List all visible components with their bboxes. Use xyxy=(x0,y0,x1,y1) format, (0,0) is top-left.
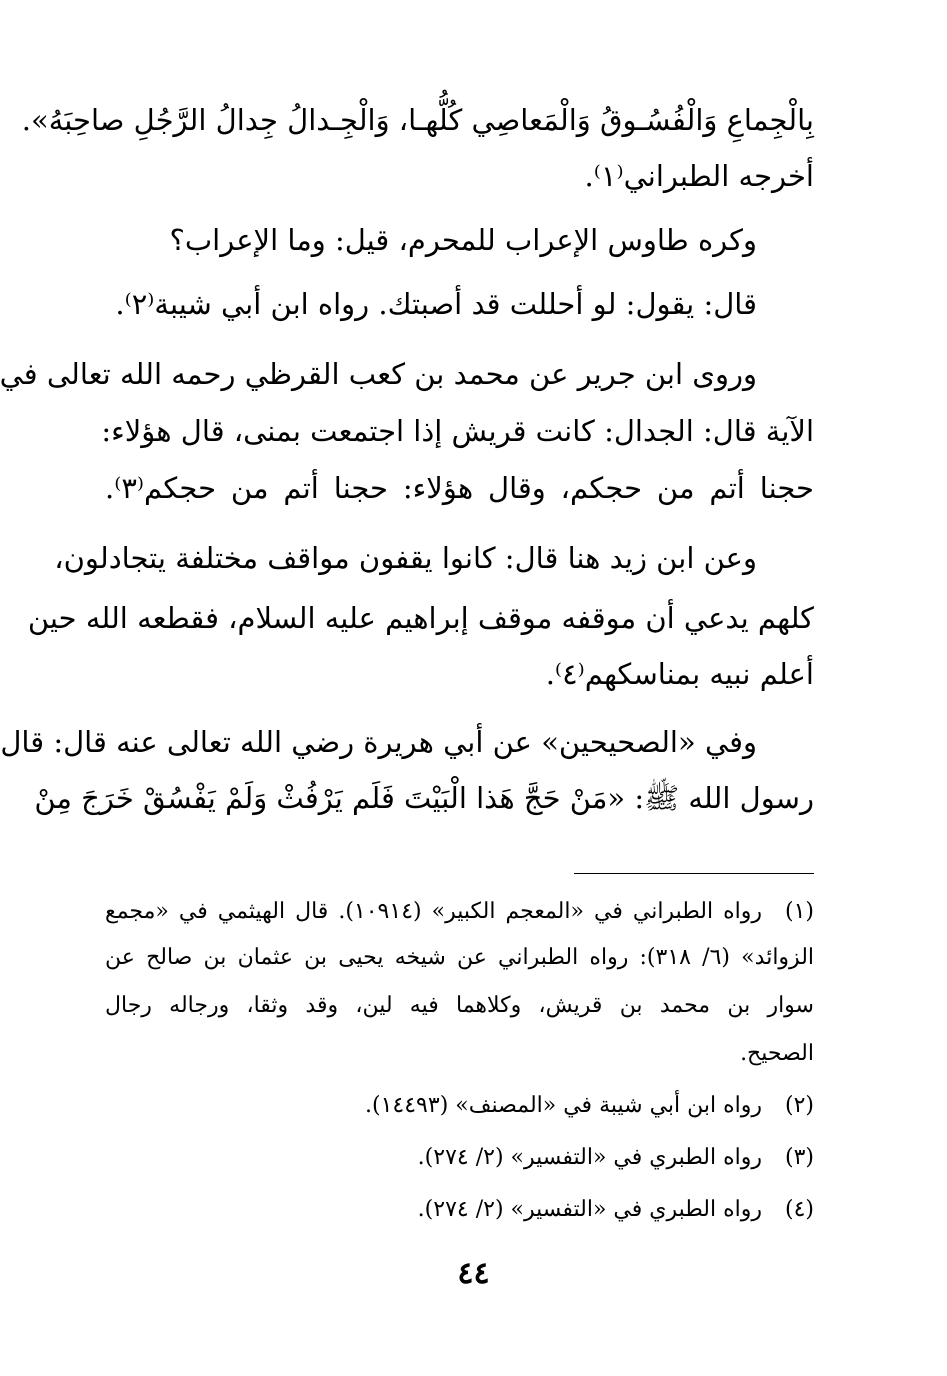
footnote-line: رواه ابن أبي شيبة في «المصنف» (١٤٤٩٣). xyxy=(365,1093,762,1118)
body-line: حجنا أتم من حجكم، وقال هؤلاء: حجنا أتم من حجكم⁽٣⁾. xyxy=(105,471,814,505)
footnote-line: الصحيح. xyxy=(740,1041,814,1066)
body-line: وكره طاوس الإعراب للمحرم، قيل: وما الإعراب؟ xyxy=(169,223,757,257)
page-number: ٤٤ xyxy=(457,1256,490,1291)
body-line: وعن ابن زيد هنا قال: كانوا يقفون مواقف مختلفة يتجادلون، xyxy=(54,541,757,575)
footnote-line: سوار بن محمد بن قريش، وكلاهما فيه لين، وقد وثقا، ورجاله رجال xyxy=(105,993,814,1018)
body-line: بِالْجِماعِ وَالْفُسُـوقُ وَالْمَعاصِي كُلُّهـا، وَالْجِـدالُ جِدالُ الرَّجُلِ صاحِبَهُ». xyxy=(21,103,814,137)
footnote-number: (٢) xyxy=(784,1093,814,1118)
footnote-separator xyxy=(574,873,814,874)
footnote-line: الزوائد» (٦/ ٣١٨): رواه الطبراني عن شيخه يحيى بن عثمان بن صالح عن xyxy=(105,945,815,970)
footnote-line: رواه الطبراني في «المعجم الكبير» (١٠٩١٤). قال الهيثمي في «مجمع xyxy=(105,899,762,924)
body-line: وفي «الصحيحين» عن أبي هريرة رضي الله تعالى عنه قال: قال xyxy=(0,725,757,759)
body-line: الآية قال: الجدال: كانت قريش إذا اجتمعت بمنى، قال هؤلاء: xyxy=(101,414,814,448)
footnote-line: رواه الطبري في «التفسير» (٢/ ٢٧٤). xyxy=(417,1145,762,1170)
body-line: قال: يقول: لو أحللت قد أصبتك. رواه ابن أبي شيبة⁽٢⁾. xyxy=(115,287,757,321)
footnote-number: (٤) xyxy=(784,1197,814,1222)
body-line: كلهم يدعي أن موقفه موقف إبراهيم عليه السلام، فقطعه الله حين xyxy=(27,601,814,635)
body-line: أعلم نبيه بمناسكهم⁽٤⁾. xyxy=(545,657,814,691)
body-line: وروى ابن جرير عن محمد بن كعب القرظي رحمه الله تعالى في xyxy=(0,357,757,391)
body-line: رسول الله ﷺ: «مَنْ حَجَّ هَذا الْبَيْتَ فَلَم يَرْفُثْ وَلَمْ يَفْسُقْ خَرَجَ مِنْ xyxy=(34,781,814,815)
footnote-number: (٣) xyxy=(784,1145,814,1170)
footnote-line: رواه الطبري في «التفسير» (٢/ ٢٧٤). xyxy=(417,1197,762,1222)
footnote-number: (١) xyxy=(784,899,814,924)
body-line: أخرجه الطبراني⁽١⁾. xyxy=(584,159,814,193)
